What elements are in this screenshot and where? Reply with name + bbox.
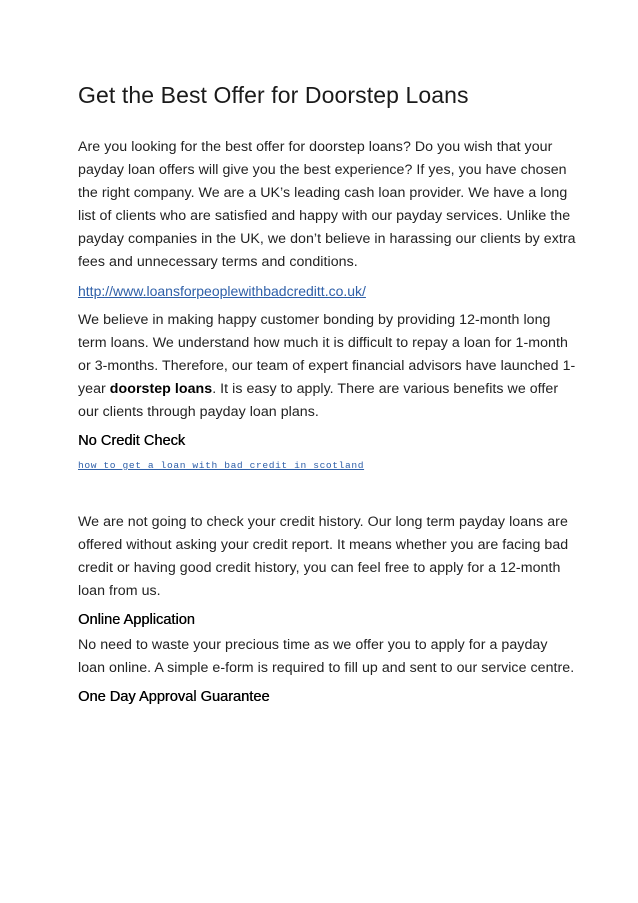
heading-one-day-approval: One Day Approval Guarantee: [78, 688, 270, 705]
doorstep-loans-term: doorstep loans: [109, 380, 213, 397]
heading-no-credit-check: No Credit Check: [78, 432, 186, 449]
online-application-paragraph: No need to waste your precious time as we offer you to apply for a payday loan online. A simple e-form is required to fill up and sent to our service centre.: [78, 636, 575, 676]
about-paragraph: [78, 309, 578, 424]
page-title: Get the Best Offer for Doorstep Loans: [78, 82, 469, 108]
no-credit-check-paragraph: We are not going to check your credit history. Our long term payday loans are offered without asking your credit report. It means whether you are facing bad credit or having good credit history, you can feel free to apply for a 12-month loan from us.: [78, 513, 569, 599]
intro-paragraph: Are you looking for the best offer for doorstep loans? Do you wish that your payday loan offers will give you the best experience? If yes, you have chosen the right company. We are a UK’s leading cash loan provider. We have a long list of clients who are satisfied and happy with our payday services. Unlike the payday companies in the UK, we don’t believe in harassing our clients by extra fees and unnecessary terms and conditions.: [78, 138, 576, 270]
about-text-after: . It is easy to apply. There are various benefits we offer our clients through payday loan plans.: [78, 380, 559, 420]
bad-credit-scotland-link[interactable]: how to get a loan with bad credit in scotland: [78, 459, 365, 471]
about-text-before: We believe in making happy customer bonding by providing 12-month long term loans. We understand how much it is difficult to repay a loan for 1-month or 3-months. Therefore, our team of expert financial advisors have launched 1-year: [78, 311, 576, 397]
website-link[interactable]: http://www.loansforpeoplewithbadcreditt.co.uk/: [78, 282, 366, 299]
heading-online-application: Online Application: [78, 611, 195, 628]
